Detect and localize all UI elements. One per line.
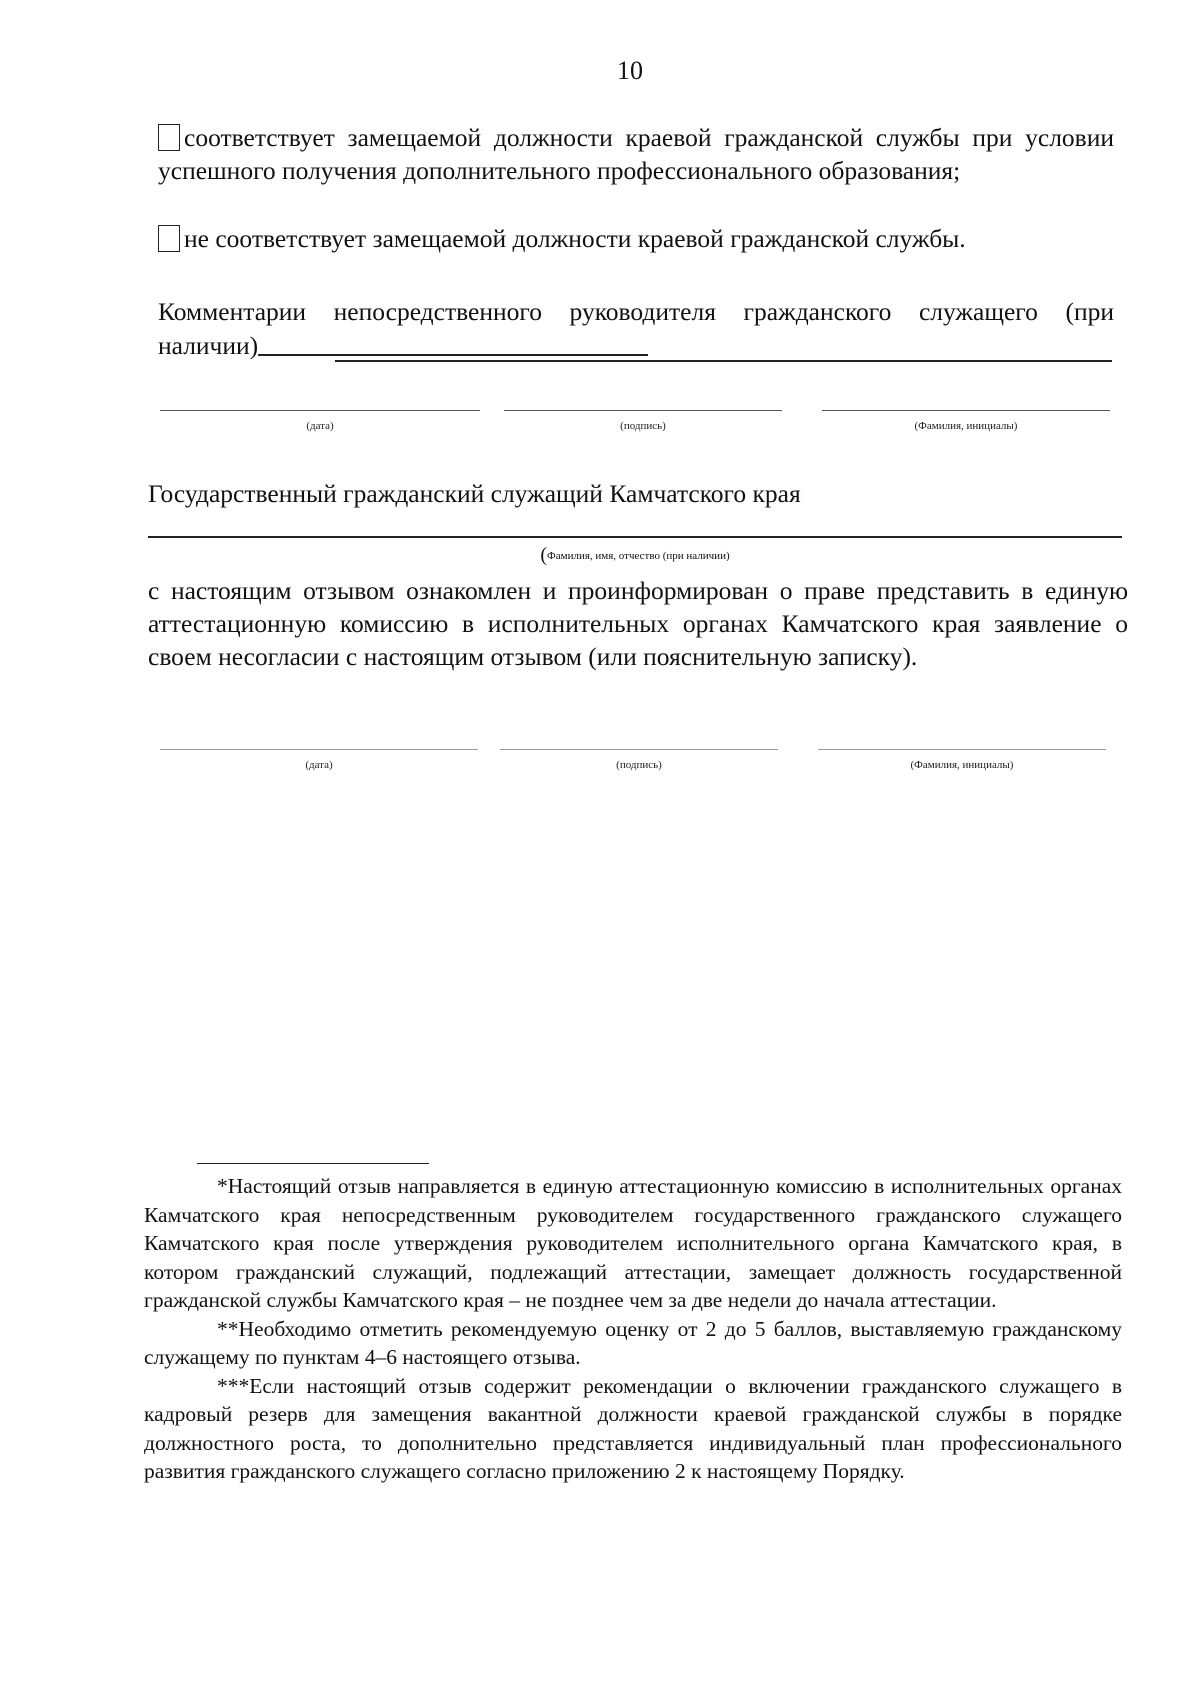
comments-label: Комментарии непосредственного руководителя гражданского служащего (при наличии) (158, 297, 1114, 360)
footnote-separator (197, 1163, 429, 1164)
option-does-not-meet (158, 222, 1114, 255)
page-number: 10 (617, 56, 643, 85)
manager-signature-row (0, 410, 1200, 450)
signature-label: (подпись) (620, 420, 666, 432)
date-field[interactable] (160, 749, 478, 771)
manager-comments (158, 295, 1114, 362)
employee-signature-row (0, 749, 1200, 789)
date-label: (дата) (306, 420, 334, 432)
checkbox-meets-with-training[interactable] (158, 124, 180, 151)
employee-name-label: (Фамилия, имя, отчество (при наличии) (540, 544, 730, 566)
footnotes (144, 1172, 1122, 1486)
name-field[interactable] (818, 749, 1106, 771)
name-field[interactable] (822, 410, 1110, 432)
option-label: не соответствует замещаемой должности краевой гражданской службы. (184, 224, 966, 253)
footnote-1: *Настоящий отзыв направляется в единую аттестационную комиссию в исполнительных органах Камчатского края непосредственным руководителем государственного гражданского служащего Камчатского края после утверждения руководителем исполнительного органа Камчатского края, в котором гражданский служащий, подлежащий аттестации, замещает должность государственной гражданской службы Камчатского края – не позднее чем за две недели до начала аттестации. (144, 1174, 1122, 1312)
option-label: соответствует замещаемой должности краевой гражданской службы при условии успешного получения дополнительного профессионального образования; (158, 123, 1114, 185)
signature-field[interactable] (504, 410, 782, 432)
option-meets-with-training (158, 121, 1114, 187)
checkbox-does-not-meet[interactable] (158, 225, 180, 252)
comments-input-line[interactable] (258, 328, 648, 356)
employee-name-line[interactable] (148, 536, 1122, 538)
employee-title: Государственный гражданский служащий Камчатского края (148, 479, 801, 508)
name-label: (Фамилия, инициалы) (914, 420, 1018, 432)
name-label: (Фамилия, инициалы) (910, 759, 1014, 771)
footnote-3: ***Если настоящий отзыв содержит рекомендации о включении гражданского служащего в кадровый резерв для замещения вакантной должности краевой гражданской службы в порядке должностного роста, то дополнительно представляется индивидуальный план профессионального развития гражданского служащего согласно приложению 2 к настоящему Порядку. (144, 1373, 1122, 1483)
signature-label: (подпись) (616, 759, 662, 771)
comments-underline (335, 360, 1112, 362)
signature-field[interactable] (500, 749, 778, 771)
date-field[interactable] (160, 410, 480, 432)
acknowledgement-text: с настоящим отзывом ознакомлен и проинформирован о праве представить в единую аттестационную комиссию в исполнительных органах Камчатского края заявление о своем несогласии с настоящим отзывом (или пояснительную записку). (148, 576, 1128, 671)
date-label: (дата) (305, 759, 333, 771)
footnote-2: **Необходимо отметить рекомендуемую оценку от 2 до 5 баллов, выставляемую гражданскому служащему по пунктам 4–6 настоящего отзыва. (144, 1316, 1122, 1369)
